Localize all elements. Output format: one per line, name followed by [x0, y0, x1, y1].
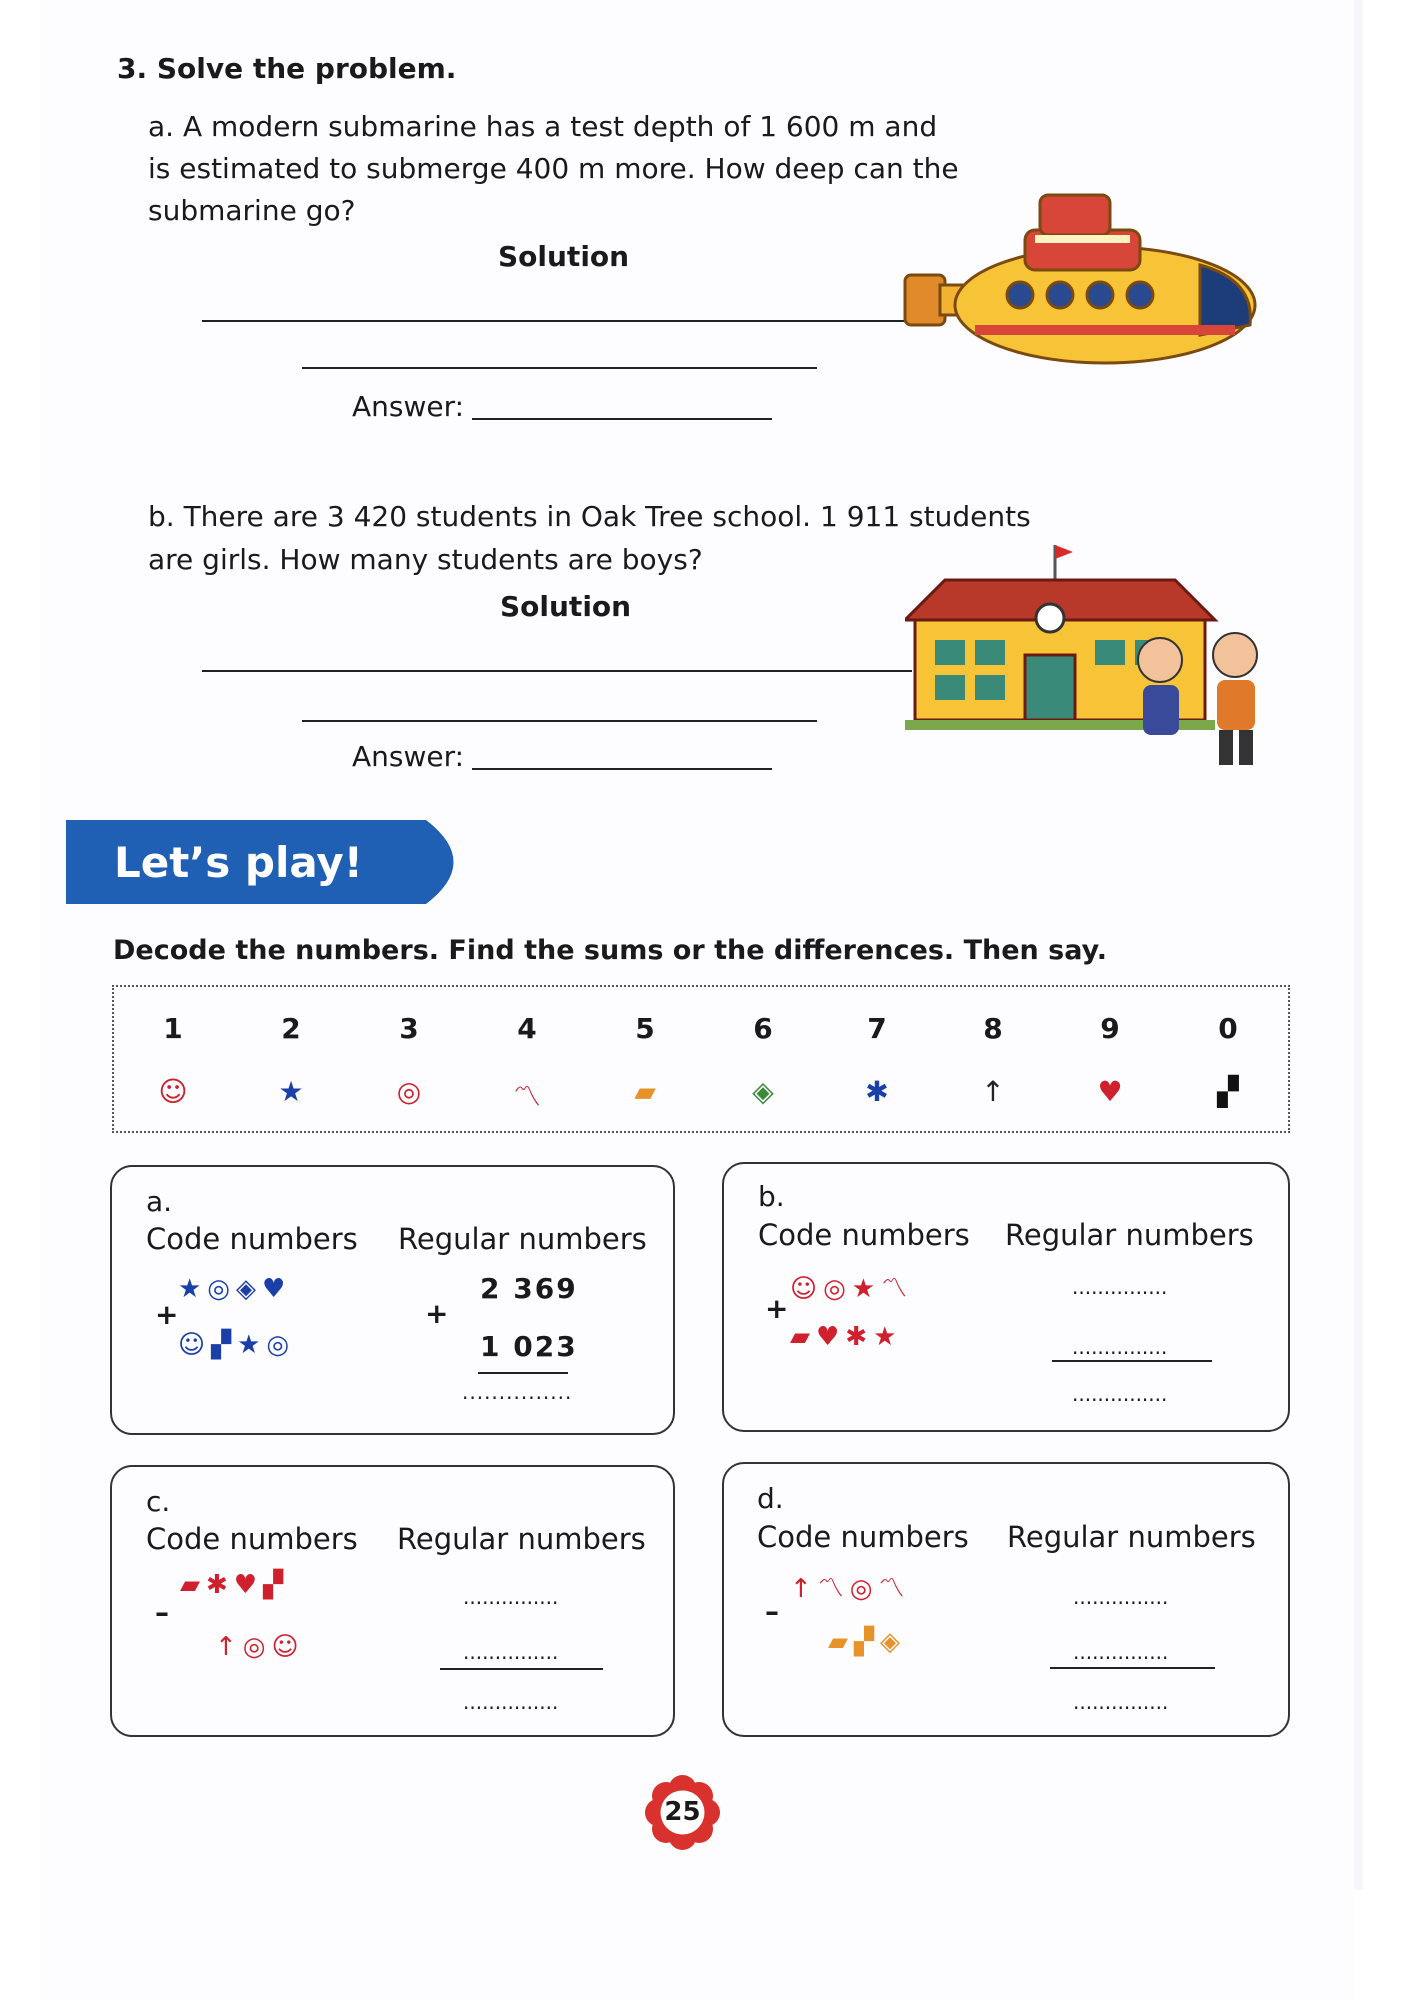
problem-a-line2: is estimated to submerge 400 m more. How deep can the	[148, 152, 959, 185]
solution-line-a1[interactable]	[202, 320, 912, 322]
banner-title: Let’s play!	[114, 838, 363, 887]
col-code-d: Code numbers	[757, 1520, 969, 1554]
codes-d-row1: ↑〽◎〽	[790, 1574, 911, 1604]
school-illustration	[905, 540, 1285, 780]
diff-line-c	[440, 1668, 603, 1670]
problem-a-line3: submarine go?	[148, 194, 356, 227]
diff-line-d	[1050, 1667, 1215, 1669]
arrow-up-icon: ↑	[981, 1075, 1005, 1108]
regular-d-row2[interactable]: ...............	[1073, 1640, 1169, 1664]
col-code-c: Code numbers	[146, 1522, 358, 1556]
solution-line-b2[interactable]	[302, 720, 817, 722]
key-digit-5: 5	[635, 1012, 655, 1045]
problem-b-line1: b. There are 3 420 students in Oak Tree school. 1 911 students	[148, 500, 1031, 533]
key-digit-4: 4	[517, 1012, 537, 1045]
result-c[interactable]: ...............	[463, 1690, 559, 1714]
answer-line-a[interactable]	[472, 418, 772, 420]
problem-b-line2: are girls. How many students are boys?	[148, 543, 703, 576]
col-regular-a: Regular numbers	[398, 1222, 647, 1256]
heart-icon: ♥	[1097, 1075, 1123, 1108]
sum-line-b	[1052, 1360, 1212, 1362]
codes-b-row1: ☺◎★〽	[790, 1274, 914, 1304]
solution-label-b: Solution	[500, 590, 632, 623]
codes-b-row2: ▰♥✱★	[790, 1322, 903, 1352]
result-d[interactable]: ...............	[1073, 1690, 1169, 1714]
answer-line-b[interactable]	[472, 768, 772, 770]
key-digit-2: 2	[281, 1012, 301, 1045]
regular-c-row1[interactable]: ...............	[463, 1585, 559, 1609]
checker-icon: ▞	[1217, 1075, 1239, 1108]
key-digit-7: 7	[867, 1012, 887, 1045]
regular-a-row1: 2 369	[480, 1272, 578, 1305]
op-a-right: +	[425, 1297, 449, 1330]
target-icon: ◎	[396, 1075, 422, 1108]
regular-d-row1[interactable]: ...............	[1073, 1585, 1169, 1609]
codes-d-row2: ▰▞◈	[828, 1627, 906, 1657]
diamond-icon: ◈	[752, 1075, 774, 1108]
col-regular-c: Regular numbers	[397, 1522, 646, 1556]
col-code-b: Code numbers	[758, 1218, 970, 1252]
play-instruction: Decode the numbers. Find the sums or the differences. Then say.	[113, 935, 1107, 966]
section-heading: 3. Solve the problem.	[117, 52, 457, 85]
key-digit-3: 3	[399, 1012, 419, 1045]
result-b[interactable]: ...............	[1072, 1382, 1168, 1406]
exercise-label-b: b.	[758, 1180, 785, 1213]
codes-c-row1: ▰✱♥▞	[180, 1570, 290, 1600]
code-key-strip	[112, 985, 1290, 1133]
exercise-label-a: a.	[146, 1185, 173, 1218]
answer-label-a: Answer:	[352, 390, 465, 423]
submarine-illustration	[900, 185, 1260, 370]
page-number: 25	[664, 1797, 701, 1827]
solution-label-a: Solution	[498, 240, 630, 273]
key-digit-1: 1	[163, 1012, 183, 1045]
regular-b-row2[interactable]: ...............	[1072, 1335, 1168, 1359]
codes-a-row2: ☺▞★◎	[178, 1330, 296, 1360]
col-code-a: Code numbers	[146, 1222, 358, 1256]
op-d: –	[765, 1595, 779, 1628]
op-c: –	[155, 1596, 169, 1629]
asterisk-icon: ✱	[865, 1075, 889, 1108]
regular-a-row2: 1 023	[480, 1330, 578, 1363]
exercise-label-c: c.	[146, 1485, 171, 1518]
op-a-left: +	[155, 1298, 179, 1331]
parallelogram-icon: ▰	[634, 1075, 656, 1108]
regular-c-row2[interactable]: ...............	[463, 1640, 559, 1664]
zigzag-icon: 〽	[512, 1080, 541, 1113]
key-digit-9: 9	[1100, 1012, 1120, 1045]
key-digit-6: 6	[753, 1012, 773, 1045]
star-icon: ★	[278, 1075, 304, 1108]
answer-label-b: Answer:	[352, 740, 465, 773]
problem-a-line1: a. A modern submarine has a test depth of 1 600 m and	[148, 110, 938, 143]
solution-line-a2[interactable]	[302, 367, 817, 369]
col-regular-b: Regular numbers	[1005, 1218, 1254, 1252]
result-a[interactable]: ...............	[462, 1380, 573, 1404]
codes-c-row2: ↑◎☺	[215, 1632, 305, 1662]
exercise-box-c	[110, 1465, 675, 1737]
codes-a-row1: ★◎◈♥	[178, 1274, 292, 1304]
key-digit-0: 0	[1218, 1012, 1238, 1045]
solution-line-b1[interactable]	[202, 670, 912, 672]
sum-line-a	[478, 1372, 568, 1374]
exercise-label-d: d.	[757, 1482, 784, 1515]
op-b: +	[765, 1292, 789, 1325]
smiley-icon: ☺	[158, 1075, 188, 1108]
regular-b-row1[interactable]: ...............	[1072, 1275, 1168, 1299]
key-digit-8: 8	[983, 1012, 1003, 1045]
col-regular-d: Regular numbers	[1007, 1520, 1256, 1554]
